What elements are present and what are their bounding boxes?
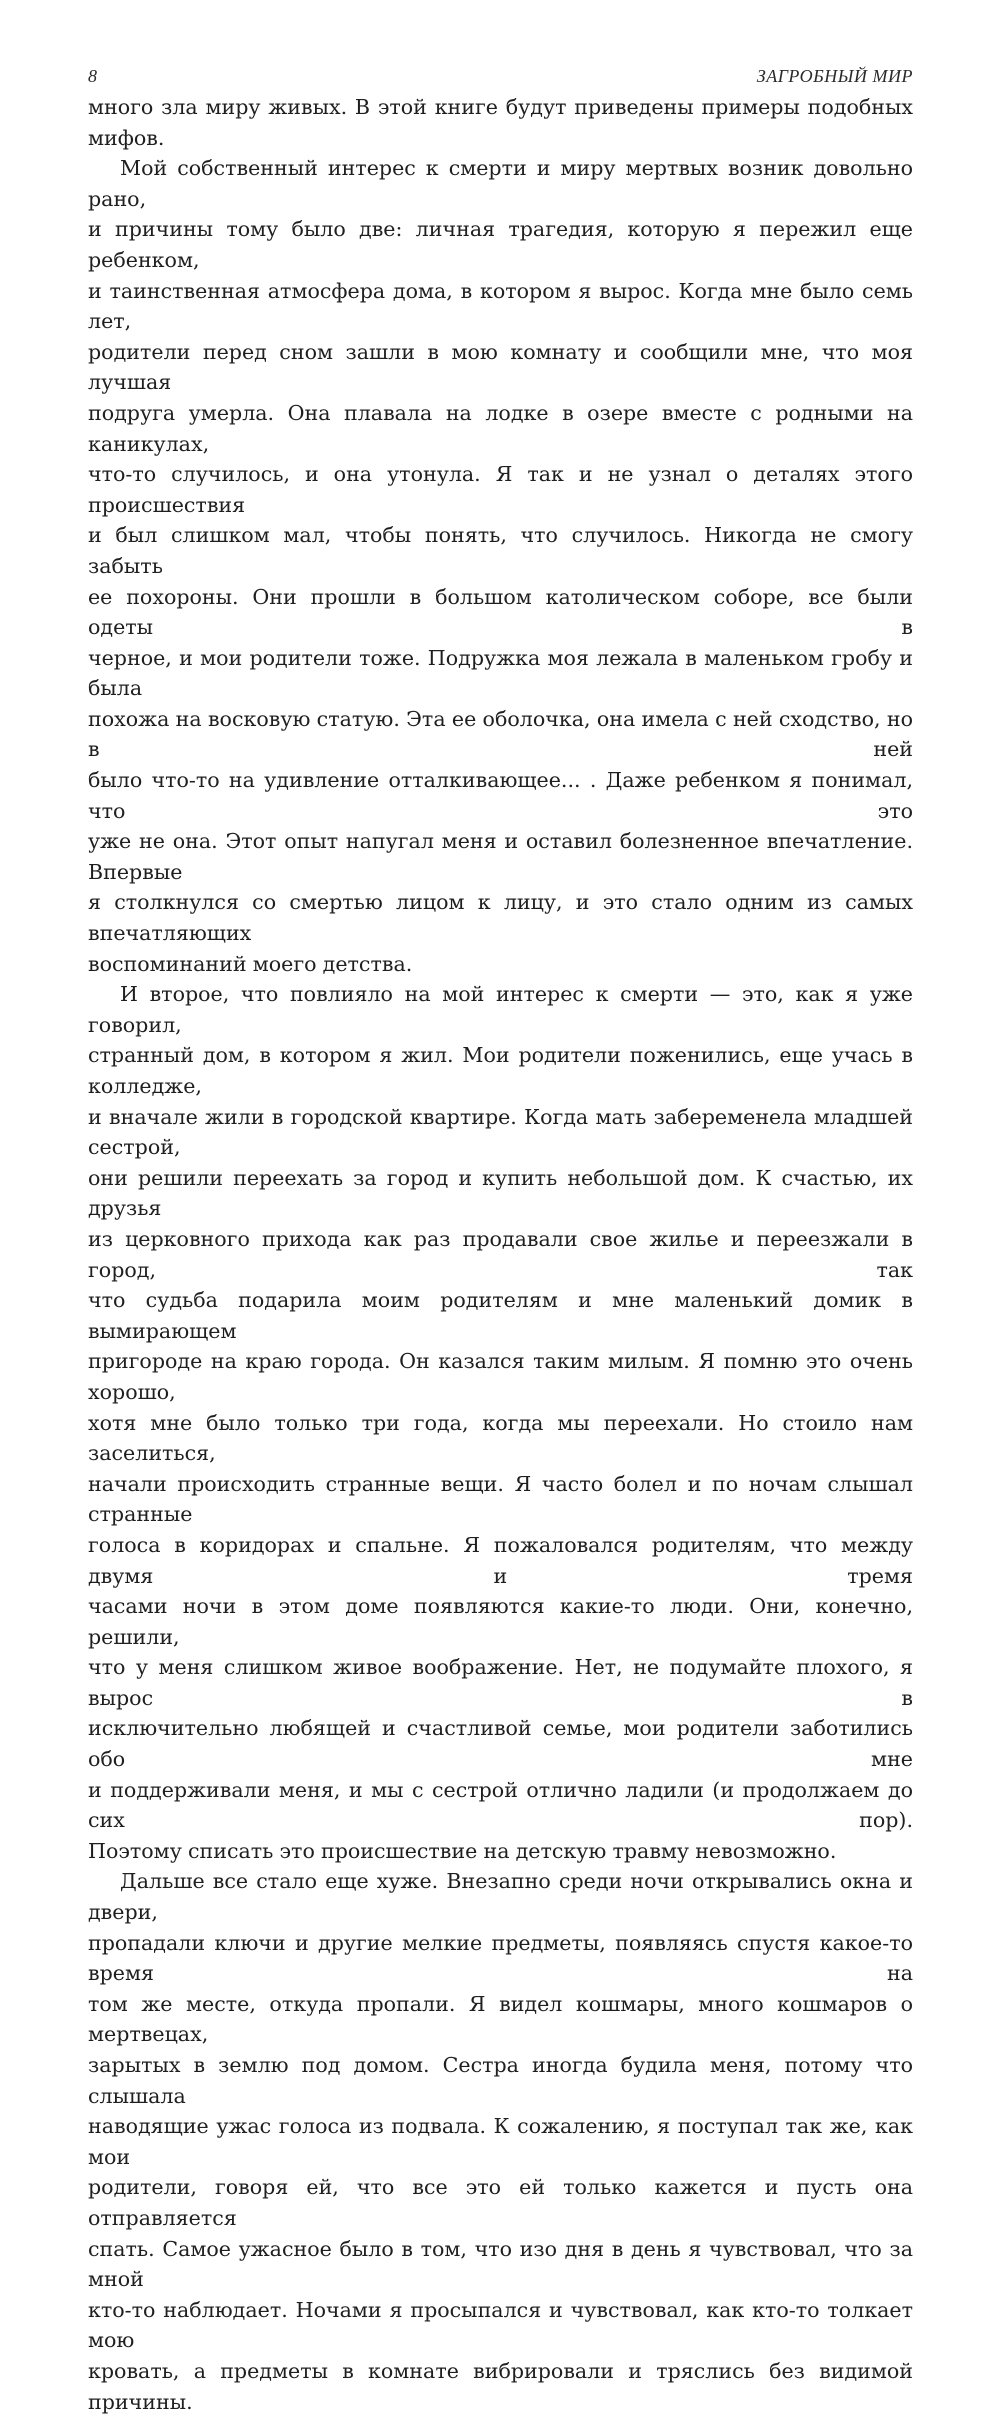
paragraph-line: подруга умерла. Она плавала на лодке в озере вместе с родными на каникулах, bbox=[88, 400, 913, 456]
paragraph-line: кто-то наблюдает. Ночами я просыпался и чувствовал, как кто-то толкает мою bbox=[88, 2297, 913, 2353]
paragraph-line: пригороде на краю города. Он казался таким милым. Я помню это очень хорошо, bbox=[88, 1349, 913, 1404]
paragraph-line: зарытых в землю под домом. Сестра иногда будила меня, потому что слышала bbox=[88, 2053, 913, 2108]
paragraph-line: Дальше все стало еще хуже. Внезапно среди ночи открывались окна и двери, bbox=[88, 1869, 913, 1925]
paragraph-line: было что-то на удивление отталкивающее... . Даже ребенком я понимал, что это bbox=[88, 768, 913, 823]
paragraph-line: и поддерживали меня, и мы с сестрой отлично ладили (и продолжаем до сих пор). bbox=[88, 1777, 913, 1833]
paragraph-line: И второе, что повлияло на мой интерес к смерти — это, как я уже говорил, bbox=[88, 982, 913, 1037]
paragraph-line: исключительно любящей и счастливой семье, мои родители заботились обо мне bbox=[88, 1716, 913, 1772]
paragraph-line: из церковного прихода как раз продавали свое жилье и переезжали в город, так bbox=[88, 1226, 913, 1282]
paragraph-line: том же месте, откуда пропали. Я видел кошмары, много кошмаров о мертвецах, bbox=[88, 1991, 913, 2047]
paragraph-line: черное, и мои родители тоже. Подружка моя лежала в маленьком гробу и была bbox=[88, 645, 913, 701]
paragraph-line: похожа на восковую статую. Эта ее оболочка, она имела с ней сходство, но в ней bbox=[88, 706, 913, 762]
paragraph-line: наводящие ужас голоса из подвала. К сожалению, я поступал так же, как мои bbox=[88, 2114, 913, 2169]
paragraph-line: что судьба подарила моим родителям и мне маленький домик в вымирающем bbox=[88, 1288, 913, 1343]
paragraph-line: начали происходить странные вещи. Я часто болел и по ночам слышал странные bbox=[88, 1471, 913, 1527]
paragraph-line: много зла миру живых. В этой книге будут приведены примеры подобных мифов. bbox=[88, 95, 913, 150]
paragraph-line: кровать, а предметы в комнате вибрировали и тряслись без видимой причины. bbox=[88, 2358, 913, 2414]
paragraph-line: воспоминаний моего детства. bbox=[88, 951, 413, 976]
paragraph-line: родители, говоря ей, что все это ей только кажется и пусть она отправляется bbox=[88, 2175, 913, 2230]
paragraph-line: Поэтому списать это происшествие на детскую травму невозможно. bbox=[88, 1838, 837, 1863]
paragraph-line: часами ночи в этом доме появляются какие-то люди. Они, конечно, решили, bbox=[88, 1594, 913, 1649]
paragraph-line: ее похороны. Они прошли в большом католическом соборе, все были одеты в bbox=[88, 584, 913, 640]
paragraph-line: я столкнулся со смертью лицом к лицу, и это стало одним из самых впечатляющих bbox=[88, 890, 913, 946]
paragraph-line: хотя мне было только три года, когда мы переехали. Но стоило нам заселиться, bbox=[88, 1410, 913, 1466]
running-head bbox=[88, 66, 913, 92]
paragraph-line: и был слишком мал, чтобы понять, что случилось. Никогда не смогу забыть bbox=[88, 523, 913, 578]
paragraph-line: пропадали ключи и другие мелкие предметы, появляясь спустя какое-то время на bbox=[88, 1930, 913, 1986]
paragraph-line: и причины тому было две: личная трагедия, которую я пережил еще ребенком, bbox=[88, 217, 913, 272]
paragraph-line: и вначале жили в городской квартире. Когда мать забеременела младшей сестрой, bbox=[88, 1104, 913, 1160]
paragraph-line: спать. Самое ужасное было в том, что изо дня в день я чувствовал, что за мной bbox=[88, 2236, 913, 2292]
paragraph-line: что-то случилось, и она утонула. Я так и не узнал о деталях этого происшествия bbox=[88, 462, 913, 517]
paragraph-line: и таинственная атмосфера дома, в котором я вырос. Когда мне было семь лет, bbox=[88, 278, 913, 334]
body-text bbox=[88, 92, 913, 2417]
paragraph-line: что у меня слишком живое воображение. Нет, не подумайте плохого, я вырос в bbox=[88, 1655, 913, 1710]
paragraph-line: уже не она. Этот опыт напугал меня и оставил болезненное впечатление. Впервые bbox=[88, 829, 913, 884]
page-number: 8 bbox=[88, 66, 97, 86]
chapter-title: ЗАГРОБНЫЙ МИР bbox=[756, 66, 913, 86]
paragraph-line: голоса в коридорах и спальне. Я пожаловался родителям, что между двумя и тремя bbox=[88, 1532, 913, 1588]
paragraph-line: Мой собственный интерес к смерти и миру мертвых возник довольно рано, bbox=[88, 156, 913, 211]
paragraph-line: родители перед сном зашли в мою комнату и сообщили мне, что моя лучшая bbox=[88, 339, 913, 395]
paragraph-line: они решили переехать за город и купить небольшой дом. К счастью, их друзья bbox=[88, 1165, 913, 1221]
paragraph-line: странный дом, в котором я жил. Мои родители поженились, еще учась в колледже, bbox=[88, 1043, 913, 1098]
